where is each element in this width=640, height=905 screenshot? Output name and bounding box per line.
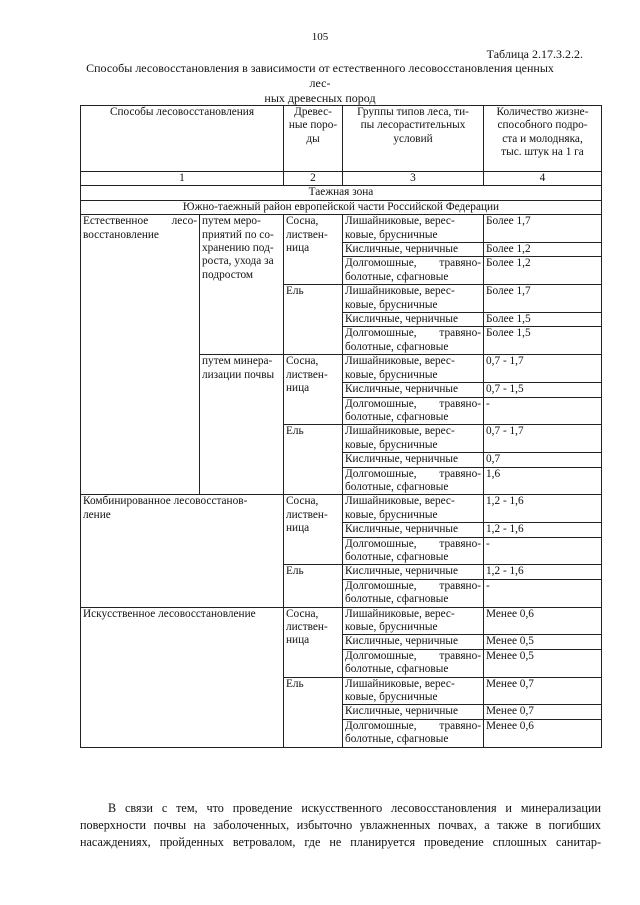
species-line: ница [286, 634, 310, 647]
quantity-value: Менее 0,6 [484, 719, 602, 747]
type-line: ковые, брусничные [345, 621, 438, 633]
quantity-value: Менее 0,5 [484, 649, 602, 677]
method-line: ление [83, 508, 111, 521]
forest-type-sour: Кисличные, черничные [343, 313, 484, 327]
column-number: 3 [343, 172, 484, 186]
species-spruce: Ель [284, 677, 343, 747]
type-line: Лишайниковые, верес- [345, 215, 455, 228]
species-line: Сосна, [286, 215, 319, 228]
column-number-row [81, 172, 602, 186]
forest-type-lichen [343, 607, 484, 635]
method-combined [81, 495, 284, 607]
caption-line: Способы лесовосстановления в зависимости от естественного лесовосстановления ценных лес- [86, 61, 554, 90]
header-line: ные поро- [288, 119, 338, 132]
forest-type-sour: Кисличные, черничные [343, 243, 484, 257]
species-spruce: Ель [284, 425, 343, 495]
type-line: ковые, брусничные [345, 368, 438, 381]
type-line: Лишайниковые, верес- [345, 355, 455, 368]
forest-type-long-moss [343, 537, 484, 565]
submethod-line: путем меро- [202, 215, 261, 228]
type-line: Долгомошные, травяно- [345, 467, 481, 480]
forest-type-long-moss [343, 257, 484, 285]
header-line: Группы типов леса, ти- [357, 106, 469, 118]
quantity-value: Более 1,2 [484, 257, 602, 285]
paragraph-line: поверхности почвы на заболоченных, избыточно увлажненных почвах, а также в погибших [80, 817, 601, 832]
type-line: ковые, брусничные [345, 691, 438, 704]
quantity-value: - [484, 537, 602, 565]
header-species [284, 106, 343, 172]
quantity-value: Более 1,7 [484, 215, 602, 243]
species-line: Сосна, [286, 607, 319, 620]
table-row [81, 215, 602, 243]
type-line: болотные, сфагновые [345, 733, 449, 746]
header-line: способного подро- [497, 119, 588, 132]
type-line: болотные, сфагновые [345, 340, 449, 353]
forest-type-lichen [343, 215, 484, 243]
quantity-value: 1,2 - 1,6 [484, 523, 602, 537]
reforestation-table [80, 105, 602, 748]
method-artificial: Искусственное лесовосстановление [81, 607, 284, 747]
submethod-line: роста, ухода за [202, 255, 274, 268]
forest-type-sour: Кисличные, черничные [343, 383, 484, 397]
submethod-care [200, 215, 284, 355]
header-line: ста и молодняка, [502, 132, 583, 145]
quantity-value: Более 1,5 [484, 313, 602, 327]
table-label: Таблица 2.17.3.2.2. [486, 47, 583, 61]
species-line: листвен- [286, 228, 328, 241]
type-line: ковые, брусничные [345, 438, 438, 451]
table-caption [80, 61, 560, 106]
species-pine-larch [284, 607, 343, 677]
type-line: болотные, сфагновые [345, 593, 449, 606]
species-line: ница [286, 242, 310, 255]
type-line: Лишайниковые, верес- [345, 607, 455, 620]
table-row [81, 607, 602, 635]
forest-type-sour: Кисличные, черничные [343, 705, 484, 719]
submethod-line: лизации почвы [202, 368, 275, 381]
forest-type-lichen [343, 495, 484, 523]
forest-type-sour: Кисличные, черничные [343, 635, 484, 649]
paragraph-line: насаждениях, пройденных ветровалом, где не планируется проведение сплошных санитар- [80, 834, 601, 849]
header-line: условий [393, 132, 433, 145]
species-spruce: Ель [284, 565, 343, 607]
header-line: тыс. штук на 1 га [501, 146, 584, 159]
quantity-value: - [484, 397, 602, 425]
column-number: 1 [81, 172, 284, 186]
type-line: болотные, сфагновые [345, 410, 449, 423]
quantity-value: 1,2 - 1,6 [484, 495, 602, 523]
species-pine-larch [284, 495, 343, 565]
submethod-line: путем минера- [202, 355, 273, 368]
quantity-value: 1,2 - 1,6 [484, 565, 602, 579]
header-quantity [484, 106, 602, 172]
quantity-value: 0,7 - 1,5 [484, 383, 602, 397]
species-line: Сосна, [286, 355, 319, 368]
method-line: Комбинированное лесовосстанов- [83, 495, 248, 508]
body-paragraph [80, 800, 601, 850]
submethod-mineralization [200, 355, 284, 495]
quantity-value: Более 1,5 [484, 327, 602, 355]
quantity-value: 0,7 - 1,7 [484, 425, 602, 453]
type-line: Лишайниковые, верес- [345, 495, 455, 508]
type-line: ковые, брусничные [345, 228, 438, 241]
header-line: Древес- [294, 106, 332, 118]
submethod-line: хранению под- [202, 242, 274, 255]
species-line: ница [286, 382, 310, 395]
forest-type-sour: Кисличные, черничные [343, 565, 484, 579]
type-line: Лишайниковые, верес- [345, 285, 455, 298]
forest-type-lichen [343, 425, 484, 453]
caption-line: ных древесных пород [264, 91, 376, 105]
region-row [81, 200, 602, 214]
method-natural [81, 215, 200, 495]
zone-row [81, 186, 602, 200]
quantity-value: Менее 0,6 [484, 607, 602, 635]
forest-type-sour: Кисличные, черничные [343, 453, 484, 467]
quantity-value: 0,7 - 1,7 [484, 355, 602, 383]
header-line: Количество жизне- [496, 106, 589, 118]
header-line: ды [306, 132, 320, 145]
quantity-value: Менее 0,7 [484, 705, 602, 719]
species-line: Сосна, [286, 495, 319, 508]
type-line: Долгомошные, травяно- [345, 397, 481, 410]
type-line: болотные, сфагновые [345, 663, 449, 676]
page-number: 105 [311, 31, 329, 43]
column-number: 4 [484, 172, 602, 186]
header-methods: Способы лесовосстановления [81, 106, 284, 172]
submethod-line: подростом [202, 268, 254, 281]
quantity-value: Менее 0,5 [484, 635, 602, 649]
type-line: болотные, сфагновые [345, 480, 449, 493]
type-line: ковые, брусничные [345, 508, 438, 521]
type-line: болотные, сфагновые [345, 270, 449, 283]
header-line: пы лесорастительных [360, 119, 466, 132]
species-line: ница [286, 522, 310, 535]
quantity-value: Более 1,2 [484, 243, 602, 257]
forest-type-long-moss [343, 467, 484, 495]
forest-type-lichen [343, 285, 484, 313]
forest-type-long-moss [343, 397, 484, 425]
zone-title: Таежная зона [81, 186, 602, 200]
header-forest-types [343, 106, 484, 172]
type-line: Лишайниковые, верес- [345, 425, 455, 438]
species-pine-larch [284, 215, 343, 285]
method-line: Естественное лесо- [83, 215, 197, 228]
forest-type-lichen [343, 355, 484, 383]
species-line: листвен- [286, 621, 328, 633]
type-line: болотные, сфагновые [345, 550, 449, 563]
type-line: Лишайниковые, верес- [345, 677, 455, 690]
method-line: восстановление [83, 228, 159, 241]
type-line: Долгомошные, травяно- [345, 579, 481, 592]
species-spruce: Ель [284, 285, 343, 355]
type-line: Долгомошные, травяно- [345, 327, 481, 340]
type-line: Долгомошные, травяно- [345, 257, 481, 270]
forest-type-sour: Кисличные, черничные [343, 523, 484, 537]
type-line: Долгомошные, травяно- [345, 649, 481, 662]
column-number: 2 [284, 172, 343, 186]
species-line: листвен- [286, 508, 328, 521]
species-pine-larch [284, 355, 343, 425]
forest-type-long-moss [343, 719, 484, 747]
type-line: Долгомошные, травяно- [345, 719, 481, 732]
table-header-row [81, 106, 602, 172]
forest-type-long-moss [343, 327, 484, 355]
region-title: Южно-таежный район европейской части Российской Федерации [81, 200, 602, 214]
forest-type-lichen [343, 677, 484, 705]
forest-type-long-moss [343, 579, 484, 607]
species-line: листвен- [286, 368, 328, 381]
type-line: Долгомошные, травяно- [345, 537, 481, 550]
table-row [81, 495, 602, 523]
type-line: ковые, брусничные [345, 298, 438, 311]
quantity-value: Менее 0,7 [484, 677, 602, 705]
submethod-line: приятий по со- [202, 228, 274, 241]
quantity-value: 1,6 [484, 467, 602, 495]
quantity-value: Более 1,7 [484, 285, 602, 313]
forest-type-long-moss [343, 649, 484, 677]
quantity-value: 0,7 [484, 453, 602, 467]
quantity-value: - [484, 579, 602, 607]
paragraph-line: В связи с тем, что проведение искусственного лесовосстановления и минерализации [108, 801, 601, 815]
